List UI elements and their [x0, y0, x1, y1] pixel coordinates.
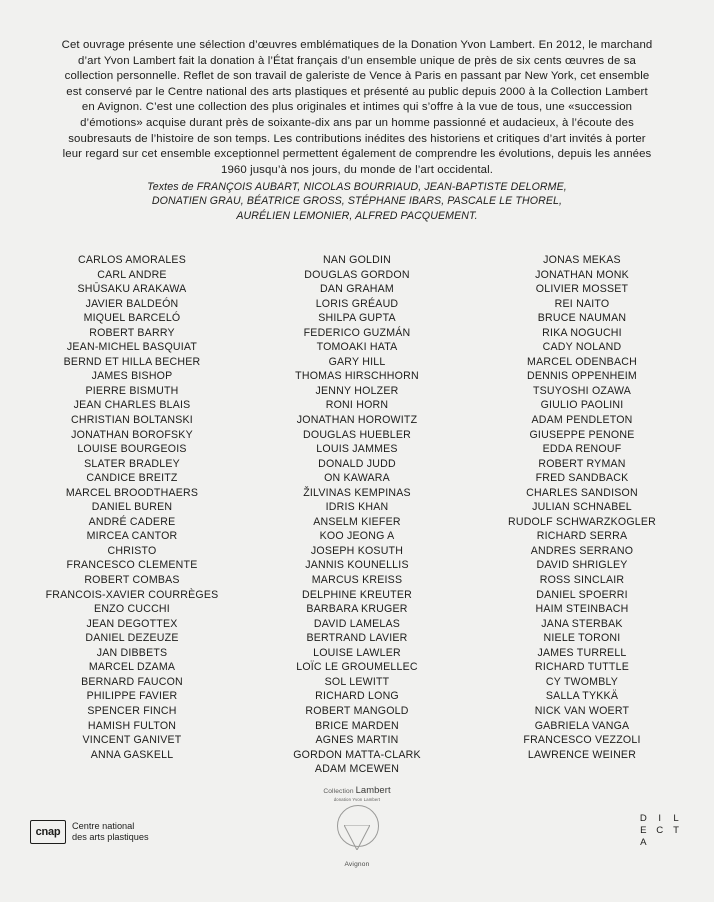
artist-name: TOMOAKI HATA [316, 341, 398, 354]
artist-name: OLIVIER MOSSET [535, 283, 629, 296]
artist-name: FEDERICO GUZMÁN [303, 326, 411, 339]
artist-name: LOUISE LAWLER [313, 646, 401, 659]
artist-name: FRED SANDBACK [535, 472, 629, 485]
artist-name: GIULIO PAOLINI [540, 399, 624, 412]
artist-name: JOSEPH KOSUTH [310, 544, 404, 557]
artist-name: JONATHAN HOROWITZ [296, 414, 418, 427]
artist-name: CHRISTIAN BOLTANSKI [71, 414, 193, 427]
artist-name: ADAM PENDLETON [531, 414, 633, 427]
artist-name: RICHARD TUTTLE [534, 661, 629, 674]
artist-name: NIELE TORONI [543, 632, 621, 645]
artist-name: ANDRES SERRANO [530, 544, 634, 557]
cnap-logo-text [72, 821, 149, 844]
artist-name: ROBERT COMBAS [84, 574, 180, 587]
artist-name: DANIEL BUREN [91, 501, 173, 514]
artist-name: LOUISE BOURGEOIS [77, 443, 187, 456]
artist-name: CHRISTO [107, 544, 157, 557]
dilecta-letter: D [639, 813, 648, 824]
credits-line: DONATIEN GRAU, BÉATRICE GROSS, STÉPHANE IBARS, PASCALE LE THOREL, [151, 195, 563, 208]
artists-list [20, 253, 694, 777]
seal-line-collection: Collection [323, 788, 354, 795]
credits-line: AURÉLIEN LEMONIER, ALFRED PACQUEMENT. [236, 209, 478, 222]
artist-name: SPENCER FINCH [87, 704, 177, 717]
artist-name: MIQUEL BARCELÓ [83, 312, 181, 325]
artist-name: GARY HILL [328, 355, 386, 368]
artist-name: ANNA GASKELL [90, 748, 174, 761]
artist-name: AGNES MARTIN [315, 734, 399, 747]
artist-name: DAVID LAMELAS [313, 617, 401, 630]
artist-name: NICK VAN WOERT [534, 704, 630, 717]
artist-name: BARBARA KRUGER [306, 603, 408, 616]
dilecta-letter: L [673, 813, 680, 824]
artist-name: THOMAS HIRSCHHORN [295, 370, 419, 383]
artists-column-1 [20, 253, 244, 762]
artist-name: ON KAWARA [324, 472, 390, 485]
artist-name: JAN DIBBETS [96, 646, 168, 659]
seal-line-lambert: Lambert [355, 784, 391, 795]
artist-name: FRANCESCO CLEMENTE [66, 559, 198, 572]
dilecta-logo [636, 813, 684, 848]
artist-name: HAIM STEINBACH [535, 603, 629, 616]
artist-name: CADY NOLAND [542, 341, 622, 354]
seal-city-label: Avignon [344, 861, 370, 869]
artist-name: MARCEL DZAMA [88, 661, 176, 674]
artist-name: HAMISH FULTON [87, 719, 177, 732]
dilecta-letter: T [673, 825, 680, 836]
artist-name: CARLOS AMORALES [78, 254, 186, 266]
artist-name: GABRIELA VANGA [534, 719, 630, 732]
intro-paragraph: Cet ouvrage présente une sélection d’œuvres emblématiques de la Donation Yvon Lambert. En 2012, le marchand d’art Yvon Lambert fait la donation à l’État français d’un ensemble unique de près de six cents œuvres de sa collection personnelle. Reflet de son travail de galeriste de Vence à Paris en passant par New York, cet ensemble est conservé par le Centre national des arts plastiques et présenté au public depuis 2000 à la Collection Lambert en Avignon. C’est une collection des plus originales et intimes qui s’offre à la vue de tous, une «succession d’émotions» acquise durant près de soixante-dix ans par un homme passionné et audacieux, à l’écoute des soubresauts de l’histoire de son temps. Les contributions inédites des historiens et critiques d’art invités à porter leur regard sur cet ensemble exceptionnel permettent également de comprendre les évolutions, depuis les années 1960 jusqu’à nos jours, du monde de l’art occidental. [61, 39, 653, 176]
artist-name: JONAS MEKAS [543, 254, 621, 266]
cnap-logo-line-1: Centre national [72, 820, 135, 831]
artist-name: JONATHAN MONK [535, 268, 629, 281]
artist-name: JEAN CHARLES BLAIS [73, 399, 191, 412]
artist-name: MARCEL ODENBACH [527, 355, 637, 368]
artist-name: MIRCEA CANTOR [86, 530, 178, 543]
artist-name: DANIEL SPOERRI [536, 588, 628, 601]
artist-name: RICHARD LONG [315, 690, 399, 703]
artist-name: ROBERT RYMAN [538, 457, 626, 470]
artist-name: GIUSEPPE PENONE [529, 428, 635, 441]
artist-name: SHILPA GUPTA [318, 312, 396, 325]
artist-name: GORDON MATTA-CLARK [293, 748, 421, 761]
artist-name: LOÏC LE GROUMELLEC [296, 661, 418, 674]
artist-name: RONI HORN [325, 399, 389, 412]
artist-name: BRUCE NAUMAN [537, 312, 627, 325]
artist-name: BERNARD FAUCON [81, 675, 183, 688]
dilecta-letter: E [640, 825, 648, 836]
artist-name: CANDICE BREITZ [86, 472, 178, 485]
artist-name: FRANCESCO VEZZOLI [523, 734, 641, 747]
footer-logos [0, 775, 714, 885]
artist-name: PIERRE BISMUTH [85, 384, 179, 397]
artist-name: NAN GOLDIN [322, 254, 392, 266]
artist-name: JAMES BISHOP [91, 370, 173, 383]
artist-name: CHARLES SANDISON [526, 486, 638, 499]
artist-name: ŽILVINAS KEMPINAS [303, 486, 411, 499]
artist-name: EDDA RENOUF [542, 443, 622, 456]
seal-emblem-icon [330, 805, 384, 869]
artist-name: JAVIER BALDEÓN [85, 297, 179, 310]
artist-name: ADAM MCEWEN [314, 763, 400, 776]
dilecta-letter-grid [636, 813, 684, 848]
artist-name: BERTRAND LAVIER [306, 632, 408, 645]
artist-name: JAMES TURRELL [537, 646, 627, 659]
artist-name: KOO JEONG A [319, 530, 395, 543]
artist-name: BRICE MARDEN [315, 719, 399, 732]
artist-name: SOL LEWITT [324, 675, 390, 688]
artist-name: SHŪSAKU ARAKAWA [77, 283, 187, 296]
artist-name: FRANCOIS-XAVIER COURRÈGES [45, 588, 219, 601]
artist-name: JEAN DEGOTTEX [86, 617, 178, 630]
artist-name: TSUYOSHI OZAWA [532, 384, 632, 397]
artist-name: JULIAN SCHNABEL [532, 501, 632, 514]
artist-name: ENZO CUCCHI [94, 603, 170, 616]
cnap-monogram-icon: cnap [30, 820, 66, 844]
artist-name: JENNY HOLZER [315, 384, 399, 397]
artist-name: CY TWOMBLY [545, 675, 619, 688]
artist-name: DANIEL DEZEUZE [85, 632, 179, 645]
artist-name: VINCENT GANIVET [82, 734, 182, 747]
artist-name: IDRIS KHAN [325, 501, 389, 514]
artist-name: JONATHAN BOROFSKY [71, 428, 193, 441]
artist-name: ROSS SINCLAIR [539, 574, 625, 587]
artist-name: ANDRÉ CADERE [88, 515, 176, 528]
artist-name: LOUIS JAMMES [316, 443, 398, 456]
collection-lambert-logo [318, 785, 396, 877]
artist-name: JANNIS KOUNELLIS [305, 559, 409, 572]
contributors-credits [60, 180, 654, 223]
artist-name: DENNIS OPPENHEIM [527, 370, 637, 383]
artist-name: SALLA TYKKÄ [545, 690, 619, 703]
artist-name: JANA STERBAK [541, 617, 623, 630]
dilecta-letter: A [640, 837, 648, 848]
artist-name: DAN GRAHAM [320, 283, 394, 296]
artist-name: ANSELM KIEFER [313, 515, 401, 528]
artist-name: DOUGLAS GORDON [304, 268, 410, 281]
artist-name: DONALD JUDD [318, 457, 396, 470]
credits-line: Textes de FRANÇOIS AUBART, NICOLAS BOURRIAUD, JEAN-BAPTISTE DELORME, [147, 181, 567, 193]
cnap-logo-line-2: des arts plastiques [72, 832, 149, 842]
artist-name: REI NAITO [554, 297, 610, 310]
artist-name: CARL ANDRE [97, 268, 167, 281]
collection-lambert-wordmark [318, 785, 396, 804]
cnap-logo [30, 820, 149, 844]
artist-name: BERND ET HILLA BECHER [63, 355, 201, 368]
artist-name: SLATER BRADLEY [84, 457, 180, 470]
dilecta-letter: C [656, 825, 664, 836]
artist-name: RIKA NOGUCHI [542, 326, 622, 339]
artist-name: DAVID SHRIGLEY [536, 559, 628, 572]
artist-name: MARCEL BROODTHAERS [65, 486, 199, 499]
seal-line-donation: donation Yvon Lambert [333, 797, 381, 803]
seal-triangle-shape [344, 825, 370, 850]
artist-name: DELPHINE KREUTER [302, 588, 412, 601]
artist-name: LORIS GRÉAUD [315, 297, 399, 310]
artist-name: LAWRENCE WEINER [527, 748, 637, 761]
artist-name: ROBERT MANGOLD [305, 704, 409, 717]
artists-column-3 [470, 253, 694, 762]
artist-name: RUDOLF SCHWARZKOGLER [507, 515, 657, 528]
artists-column-2 [245, 253, 469, 777]
artist-name: ROBERT BARRY [89, 326, 175, 339]
artist-name: RICHARD SERRA [536, 530, 628, 543]
dilecta-letter: I [658, 813, 662, 824]
artist-name: MARCUS KREISS [311, 574, 403, 587]
artist-name: PHILIPPE FAVIER [86, 690, 178, 703]
artist-name: DOUGLAS HUEBLER [303, 428, 411, 441]
artist-name: JEAN-MICHEL BASQUIAT [66, 341, 198, 354]
